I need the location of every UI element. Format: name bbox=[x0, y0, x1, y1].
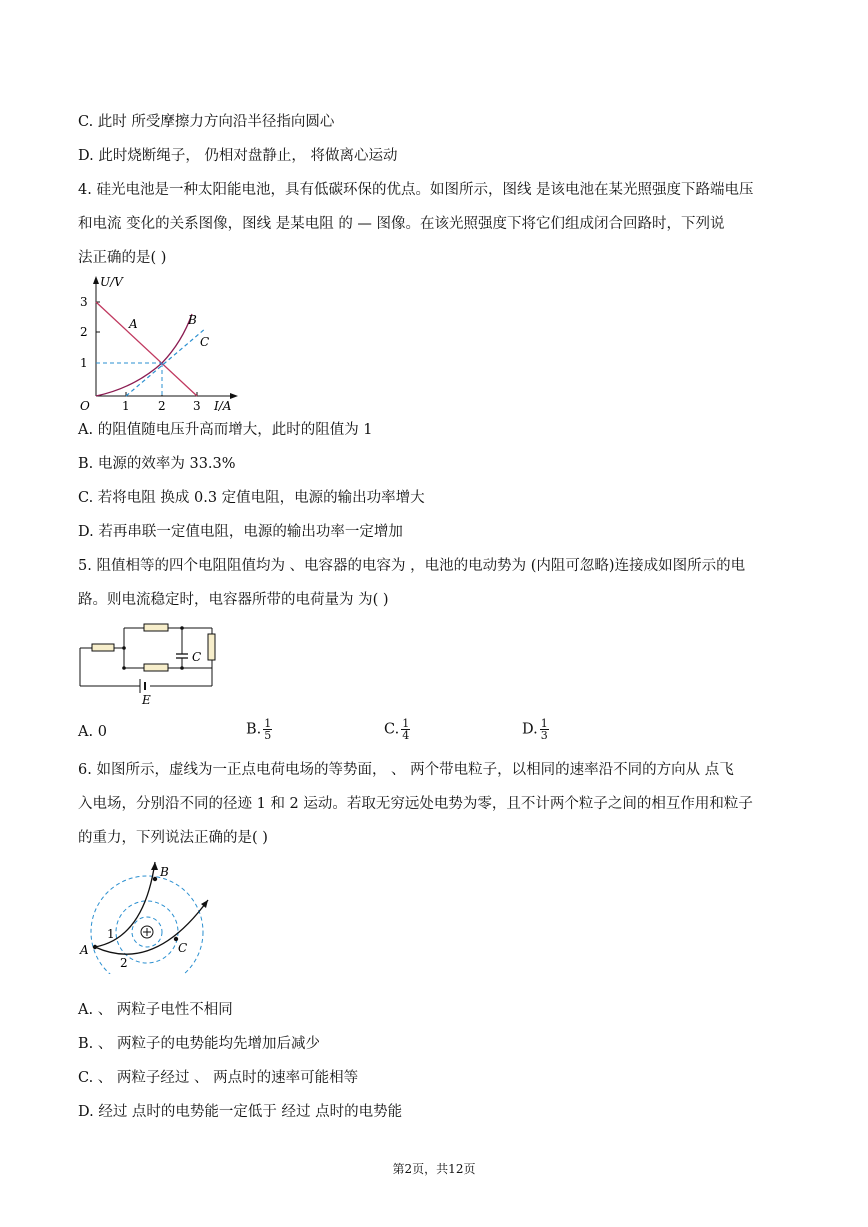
q4-option-a: A. 的阻值随电压升高而增大，此时的阻值为 1 bbox=[78, 422, 373, 438]
graph-ytick-1: 1 bbox=[80, 356, 88, 370]
q5-option-b bbox=[246, 718, 272, 741]
q4-ui-graph bbox=[74, 270, 244, 418]
q6-option-b: B. 、 两粒子的电势能均先增加后减少 bbox=[78, 1036, 320, 1052]
q4-stem-line-2: 和电流 变化的关系图像，图线 是某电阻 的 — 图像。在该光照强度下将它们组成闭合回路时，下列说 bbox=[78, 216, 725, 232]
q6-stem-line-1: 6. 如图所示，虚线为一正点电荷电场的等势面， 、 两个带电粒子，以相同的速率沿不同的方向从 点飞 bbox=[78, 762, 734, 778]
graph-ytick-2: 2 bbox=[80, 325, 88, 339]
q5-option-d-letter: D. bbox=[522, 721, 538, 738]
q6-field-diagram bbox=[74, 858, 224, 974]
q5-option-c bbox=[384, 718, 410, 741]
capacitor-label: C bbox=[192, 650, 202, 664]
q5-stem-line-2: 路。则电流稳定时，电容器所带的电荷量为 为( ) bbox=[78, 592, 389, 608]
graph-label-b: B bbox=[188, 313, 197, 327]
graph-ytick-3: 3 bbox=[80, 295, 88, 309]
q4-stem-line-1: 4. 硅光电池是一种太阳能电池，具有低碳环保的优点。如图所示，图线 是该电池在某光照强度下路端电压 bbox=[78, 182, 754, 198]
q5-option-d-fraction: $\frac{1}{3}$ bbox=[540, 717, 548, 742]
resistor-2 bbox=[144, 624, 168, 631]
q5-option-c-fraction: $\frac{1}{4}$ bbox=[402, 717, 410, 742]
q6-option-c: C. 、 两粒子经过 、 两点时的速率可能相等 bbox=[78, 1070, 359, 1086]
point-c-label: C bbox=[178, 941, 188, 955]
q5-circuit-diagram bbox=[74, 616, 224, 708]
q4-option-b: B. 电源的效率为 33.3% bbox=[78, 456, 236, 472]
graph-xtick-1: 1 bbox=[122, 399, 130, 413]
path-1-trajectory bbox=[95, 862, 155, 947]
path-2-label: 2 bbox=[120, 956, 128, 970]
q5-option-c-letter: C. bbox=[384, 721, 400, 738]
q5-option-d bbox=[522, 718, 549, 741]
page-footer: 第2页，共12页 bbox=[392, 1162, 476, 1176]
resistor-1 bbox=[92, 644, 114, 651]
q6-option-d: D. 经过 点时的电势能一定低于 经过 点时的电势能 bbox=[78, 1104, 403, 1120]
graph-x-label: I/A bbox=[214, 399, 232, 413]
graph-line-c bbox=[126, 328, 206, 396]
q4-option-c: C. 若将电阻 换成 0.3 定值电阻，电源的输出功率增大 bbox=[78, 490, 425, 506]
battery bbox=[140, 679, 145, 693]
graph-label-c: C bbox=[200, 335, 210, 349]
q6-option-a: A. 、 两粒子电性不相同 bbox=[78, 1002, 233, 1018]
q4-option-d: D. 若再串联一定值电阻，电源的输出功率一定增加 bbox=[78, 524, 403, 540]
q3-option-c: C. 此时 所受摩擦力方向沿半径指向圆心 bbox=[78, 114, 335, 130]
q5-option-b-fraction: $\frac{1}{5}$ bbox=[264, 717, 272, 742]
q4-stem-line-3: 法正确的是( ) bbox=[78, 250, 167, 266]
point-a-label: A bbox=[80, 943, 89, 957]
q5-stem-line-1: 5. 阻值相等的四个电阻阻值均为 、电容器的电容为 ，电池的电动势为 (内阻可忽略)连接成如图所示的电 bbox=[78, 558, 746, 574]
graph-label-a: A bbox=[129, 317, 138, 331]
q5-option-a: A. 0 bbox=[78, 724, 107, 740]
q3-option-d: D. 此时烧断绳子， 仍相对盘静止， 将做离心运动 bbox=[78, 148, 398, 164]
resistor-4 bbox=[208, 634, 215, 660]
graph-guide-lines bbox=[96, 363, 162, 396]
point-b-label: B bbox=[160, 865, 169, 879]
graph-y-label: U/V bbox=[100, 275, 123, 289]
q6-stem-line-3: 的重力，下列说法正确的是( ) bbox=[78, 830, 268, 846]
graph-origin: O bbox=[80, 399, 90, 413]
graph-curve-b bbox=[96, 314, 192, 396]
battery-label: E bbox=[142, 693, 151, 707]
resistor-3 bbox=[144, 664, 168, 671]
graph-xtick-3: 3 bbox=[193, 399, 201, 413]
graph-xtick-2: 2 bbox=[158, 399, 166, 413]
capacitor bbox=[176, 654, 188, 658]
q6-stem-line-2: 入电场，分别沿不同的径迹 1 和 2 运动。若取无穷远处电势为零，且不计两个粒子之间的相互作用和粒子 bbox=[78, 796, 753, 812]
path-1-label: 1 bbox=[107, 927, 115, 941]
q5-option-b-letter: B. bbox=[246, 721, 262, 738]
